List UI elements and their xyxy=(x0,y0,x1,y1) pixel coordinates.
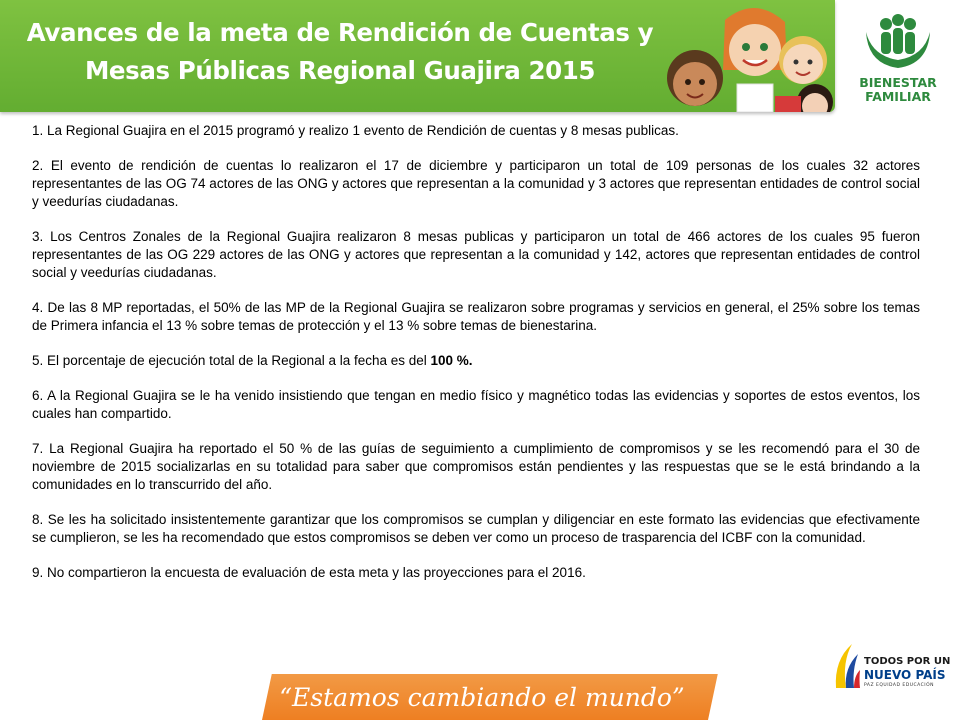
paragraph-3: 3. Los Centros Zonales de la Regional Guajira realizaron 8 mesas publicas y participaron un total de 466 actores de los cuales 95 fueron representantes de las OG 229 actores de las ONG y actores que representan a la comunidad y 142, actores que representan entidades de control social y veedurías ciudadanas. xyxy=(32,229,920,280)
paragraph-5-text: 5. El porcentaje de ejecución total de la Regional a la fecha es del xyxy=(32,353,431,368)
colombia-flag-emblem xyxy=(832,640,862,698)
page-title-line-2: Mesas Públicas Regional Guajira 2015 xyxy=(84,56,596,85)
logo-text-line-2: FAMILIAR xyxy=(865,89,931,104)
paragraph-9: 9. No compartieron la encuesta de evaluación de esta meta y las proyecciones para el 2016. xyxy=(32,565,586,580)
page-title-line-1: Avances de la meta de Rendición de Cuentas y xyxy=(26,18,654,47)
execution-percentage: 100 %. xyxy=(430,353,473,368)
paragraph-8: 8. Se les ha solicitado insistentemente garantizar que los compromisos se cumplan y diligenciar en este formato las evidencias que efectivamente se cumplieron, se les ha recomendado que estos compromisos se deben ver como un proceso de trasparencia del ICBF con la comunidad. xyxy=(32,512,920,545)
paragraph-6: 6. A la Regional Guajira se le ha venido insistiendo que tengan en medio físico y magnético todas las evidencias y soportes de estos eventos, los cuales han compartido. xyxy=(32,388,920,421)
todos-por-un-nuevo-pais-logo xyxy=(832,640,952,700)
paragraph-7: 7. La Regional Guajira ha reportado el 50 % de las guías de seguimiento a cumplimiento de compromisos y se les recomendó para el 30 de noviembre de 2015 socializarlas en su totalidad para saber que compromisos están pendientes y las respuestas que se le está brindando a la comunidades en lo transcurrido del año. xyxy=(32,441,920,492)
brand-line-3: PAZ EQUIDAD EDUCACIÓN xyxy=(864,683,935,688)
slogan-text: “Estamos cambiando el mundo” xyxy=(279,682,685,712)
bienestar-familiar-emblem xyxy=(848,10,948,72)
content-body xyxy=(32,122,920,599)
paragraph-1: 1. La Regional Guajira en el 2015 programó y realizo 1 evento de Rendición de cuentas y 8 mesas publicas. xyxy=(32,123,679,138)
paragraph-5 xyxy=(32,352,920,370)
paragraph-2: 2. El evento de rendición de cuentas lo realizaron el 17 de diciembre y participaron un total de 109 personas de los cuales 32 actores representantes de las OG 74 actores de las ONG y actores que representan a la comunidad y 3 actores que representan entidades de control social y veedurías ciudadanas. xyxy=(32,158,920,209)
brand-line-2: NUEVO PAÍS xyxy=(864,668,946,682)
page-title xyxy=(20,14,660,90)
children-illustration xyxy=(655,0,835,112)
paragraph-4: 4. De las 8 MP reportadas, el 50% de las MP de la Regional Guajira se realizaron sobre programas y servicios en general, el 25% sobre los temas de Primera infancia el 13 % sobre temas de protección y el 13 % sobre temas de bienestarina. xyxy=(32,300,920,333)
icbf-logo xyxy=(848,10,948,106)
brand-line-1: TODOS POR UN xyxy=(864,656,951,667)
logo-text-line-1: BIENESTAR xyxy=(859,75,937,90)
header xyxy=(0,0,960,112)
